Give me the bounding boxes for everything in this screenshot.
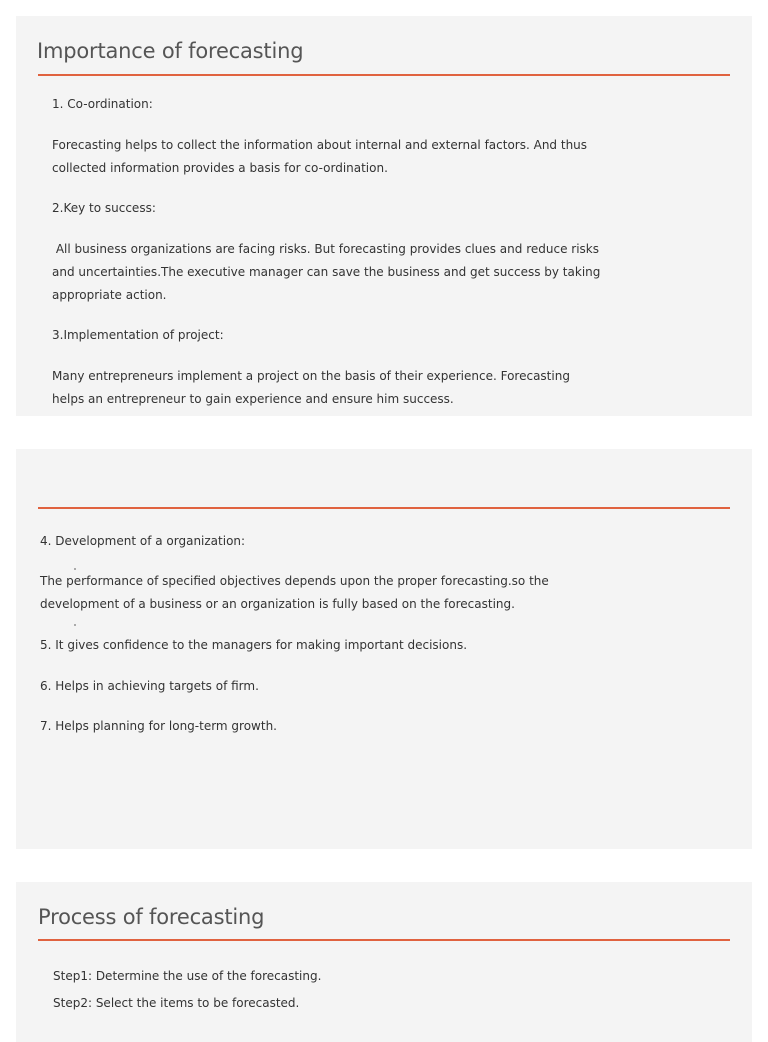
slide-title: Importance of forecasting [37,39,304,63]
point-heading: 2.Key to success: [52,201,156,215]
title-underline [38,939,730,941]
step-item: Step2: Select the items to be forecasted. [53,996,300,1010]
point-heading: 7. Helps planning for long-term growth. [40,719,277,733]
point-body: Forecasting helps to collect the information about internal and external factors. And thus collected information provides a basis for co-ordination. [52,138,588,175]
point-heading: 4. Development of a organization: [40,534,246,548]
point-heading: 3.Implementation of project: [52,328,224,342]
point-heading: 5. It gives confidence to the managers for making important decisions. [40,638,468,652]
bullet-dot [74,624,76,626]
slide-title: Process of forecasting [38,905,265,929]
step-item: Step1: Determine the use of the forecasting. [53,969,322,983]
title-underline [38,74,730,76]
slide-process-of-forecasting [16,882,752,1042]
slide-importance-continued [16,449,752,849]
point-heading: 1. Co-ordination: [52,97,153,111]
slide-importance-of-forecasting [16,16,752,416]
point-body: Many entrepreneurs implement a project on the basis of their experience. Forecasting helps an entrepreneur to gain experience and ensure him success. [52,369,570,406]
point-heading: 6. Helps in achieving targets of firm. [40,679,259,693]
point-body: The performance of specified objectives depends upon the proper forecasting.so the development of a business or an organization is fully based on the forecasting. [40,574,549,611]
point-body: All business organizations are facing risks. But forecasting provides clues and reduce risks and uncertainties.The executive manager can save the business and get success by taking appropriate action. [52,242,605,302]
title-underline [38,507,730,509]
